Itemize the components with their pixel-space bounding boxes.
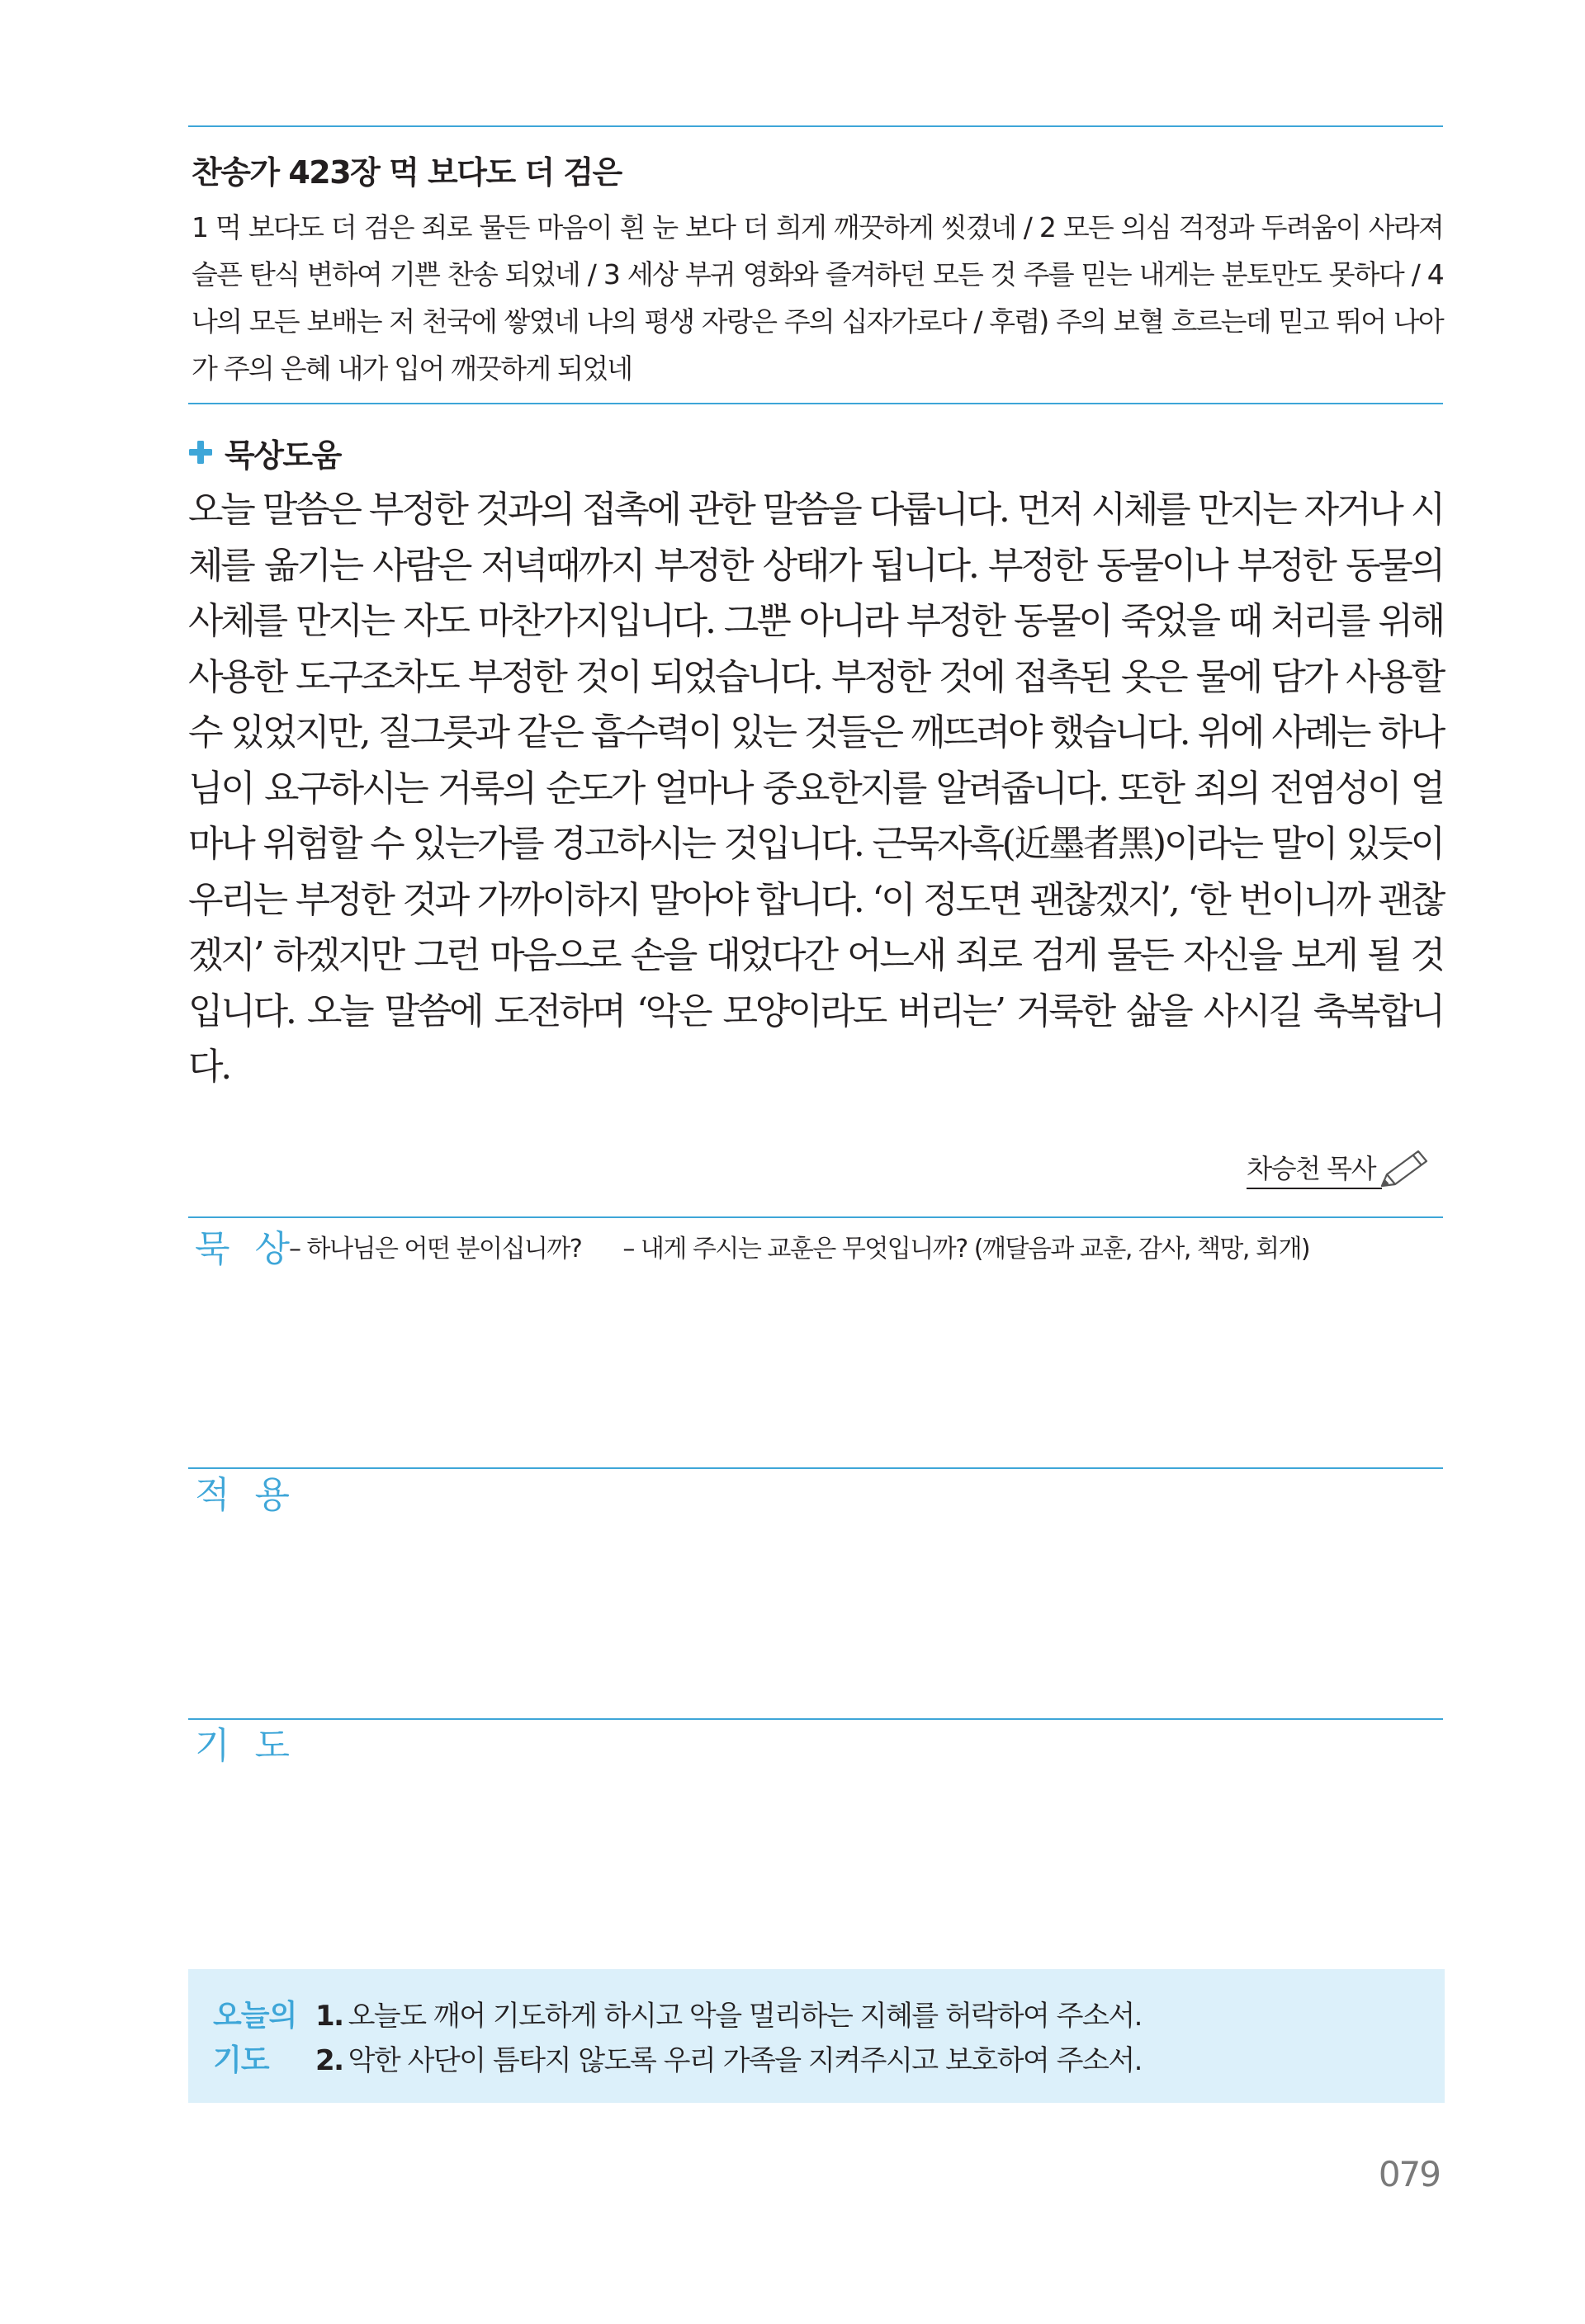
- todays-prayer-box: [188, 1969, 1445, 2103]
- hymn-bottom-rule: [188, 403, 1443, 404]
- pray-label: 기 도: [195, 1725, 296, 1767]
- prayer-item: [315, 2038, 1142, 2083]
- pray-rule: [188, 1718, 1443, 1720]
- apply-rule: [188, 1467, 1443, 1469]
- top-rule: [188, 125, 1443, 127]
- todays-prayer-label-line1: 오늘의: [213, 1999, 297, 2033]
- todays-prayer-label: [213, 1994, 296, 2083]
- meditate-prompt-1: – 하나님은 어떤 분이십니까?: [289, 1235, 582, 1264]
- page-number: 079: [1378, 2154, 1440, 2194]
- author-name: 차승천 목사: [1247, 1148, 1382, 1189]
- todays-prayer-list: [315, 1994, 1142, 2083]
- prayer-item-number: 1.: [315, 2000, 343, 2033]
- meditate-rule: [188, 1216, 1443, 1218]
- hymn-title: 찬송가 423장 먹 보다도 더 검은: [192, 154, 622, 191]
- meditation-title: 묵상도움: [225, 437, 341, 474]
- prayer-item-text: 오늘도 깨어 기도하게 하시고 악을 멀리하는 지혜를 허락하여 주소서.: [348, 2000, 1142, 2033]
- todays-prayer-label-line2: 기도: [213, 2043, 269, 2077]
- meditate-prompts: [289, 1229, 1309, 1270]
- meditate-label: 묵 상: [195, 1228, 296, 1270]
- pencil-icon: [1375, 1146, 1433, 1191]
- hymn-lyrics: 1 먹 보다도 더 검은 죄로 물든 마음이 흰 눈 보다 더 희게 깨끗하게 씻겼네 / 2 모든 의심 걱정과 두려움이 사라져 슬픈 탄식 변하여 기쁜 찬송 되었네 / 3 세상 부귀 영화와 즐겨하던 모든 것 주를 믿는 내게는 분토만도 못하다 / 4 나의 모든 보배는 저 천국에 쌓였네 나의 평생 자랑은 주의 십자가로다 / 후렴) 주의 보혈 흐르는데 믿고 뛰어 나아가 주의 은혜 내가 입어 깨끗하게 되었네: [192, 211, 1443, 385]
- plus-icon: [188, 440, 213, 465]
- author-signature: [1247, 1145, 1433, 1192]
- apply-label: 적 용: [195, 1474, 296, 1516]
- meditate-prompt-2: – 내게 주시는 교훈은 무엇입니까? (깨달음과 교훈, 감사, 책망, 회개): [622, 1235, 1310, 1264]
- meditation-body: 오늘 말씀은 부정한 것과의 접촉에 관한 말씀을 다룹니다. 먼저 시체를 만지는 자거나 시체를 옮기는 사람은 저녁때까지 부정한 상태가 됩니다. 부정한 동물이나 부정한 동물의 사체를 만지는 자도 마찬가지입니다. 그뿐 아니라 부정한 동물이 죽었을 때 처리를 위해 사용한 도구조차도 부정한 것이 되었습니다. 부정한 것에 접촉된 옷은 물에 담가 사용할 수 있었지만, 질그릇과 같은 흡수력이 있는 것들은 깨뜨려야 했습니다. 위에 사례는 하나님이 요구하시는 거룩의 순도가 얼마나 중요한지를 알려줍니다. 또한 죄의 전염성이 얼마나 위험할 수 있는가를 경고하시는 것입니다. 근묵자흑(近墨者黑)이라는 말이 있듯이 우리는 부정한 것과 가까이하지 말아야 합니다. ‘이 정도면 괜찮겠지’, ‘한 번이니까 괜찮겠지’ 하겠지만 그런 마음으로 손을 대었다간 어느새 죄로 검게 물든 자신을 보게 될 것입니다. 오늘 말씀에 도전하며 ‘악은 모양이라도 버리는’ 거룩한 삶을 사시길 축복합니다.: [188, 489, 1443, 1088]
- prayer-item-text: 악한 사단이 틈타지 않도록 우리 가족을 지켜주시고 보호하여 주소서.: [348, 2044, 1142, 2077]
- prayer-item-number: 2.: [315, 2044, 343, 2077]
- meditation-header: [188, 429, 341, 475]
- prayer-item: [315, 1994, 1142, 2038]
